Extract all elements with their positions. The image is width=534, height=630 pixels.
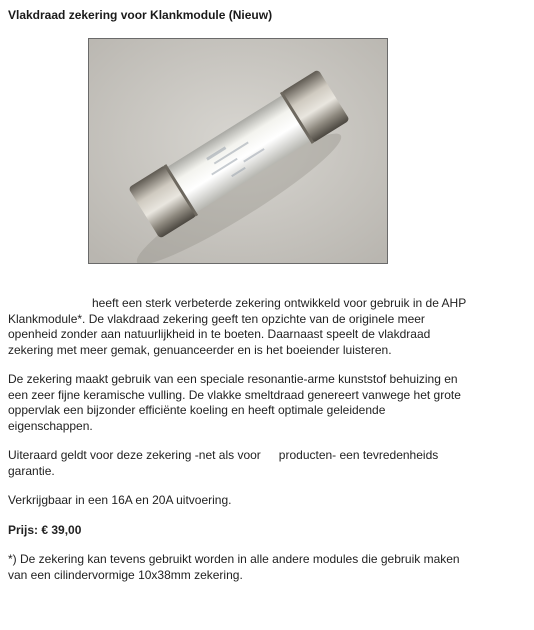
product-description (8, 296, 466, 597)
footnote: *) De zekering kan tevens gebruikt worden in alle andere modules die gebruik maken van een cilindervormige 10x38mm zekering. (8, 552, 460, 582)
description-paragraph-3: Uiteraard geldt voor deze zekering -net als voor producten- een tevredenheids garantie. (8, 448, 439, 478)
price-label: Prijs: (8, 522, 39, 537)
availability-text: Verkrijgbaar in een 16A en 20A uitvoering. (8, 493, 232, 507)
product-photo (88, 38, 388, 264)
fuse-illustration (89, 39, 388, 264)
description-paragraph-1: heeft een sterk verbeterde zekering ontwikkeld voor gebruik in de AHP Klankmodule*. De vlakdraad zekering geeft ten opzichte van de originele meer openheid zonder aan natuurlijkheid in te boeten. Daarnaast speelt de vlakdraad zekering met meer gemak, genuanceerder en is het boeiender luisteren. (8, 296, 466, 357)
price (8, 523, 466, 539)
price-value: € 39,00 (41, 522, 82, 537)
description-paragraph-2: De zekering maakt gebruik van een speciale resonantie-arme kunststof behuizing en een zeer fijne keramische vulling. De vlakke smeltdraad genereert vanwege het grote oppervlak een bijzonder efficiënte koeling en heeft optimale geleidende eigenschappen. (8, 372, 461, 433)
page-title: Vlakdraad zekering voor Klankmodule (Nieuw) (8, 8, 273, 22)
